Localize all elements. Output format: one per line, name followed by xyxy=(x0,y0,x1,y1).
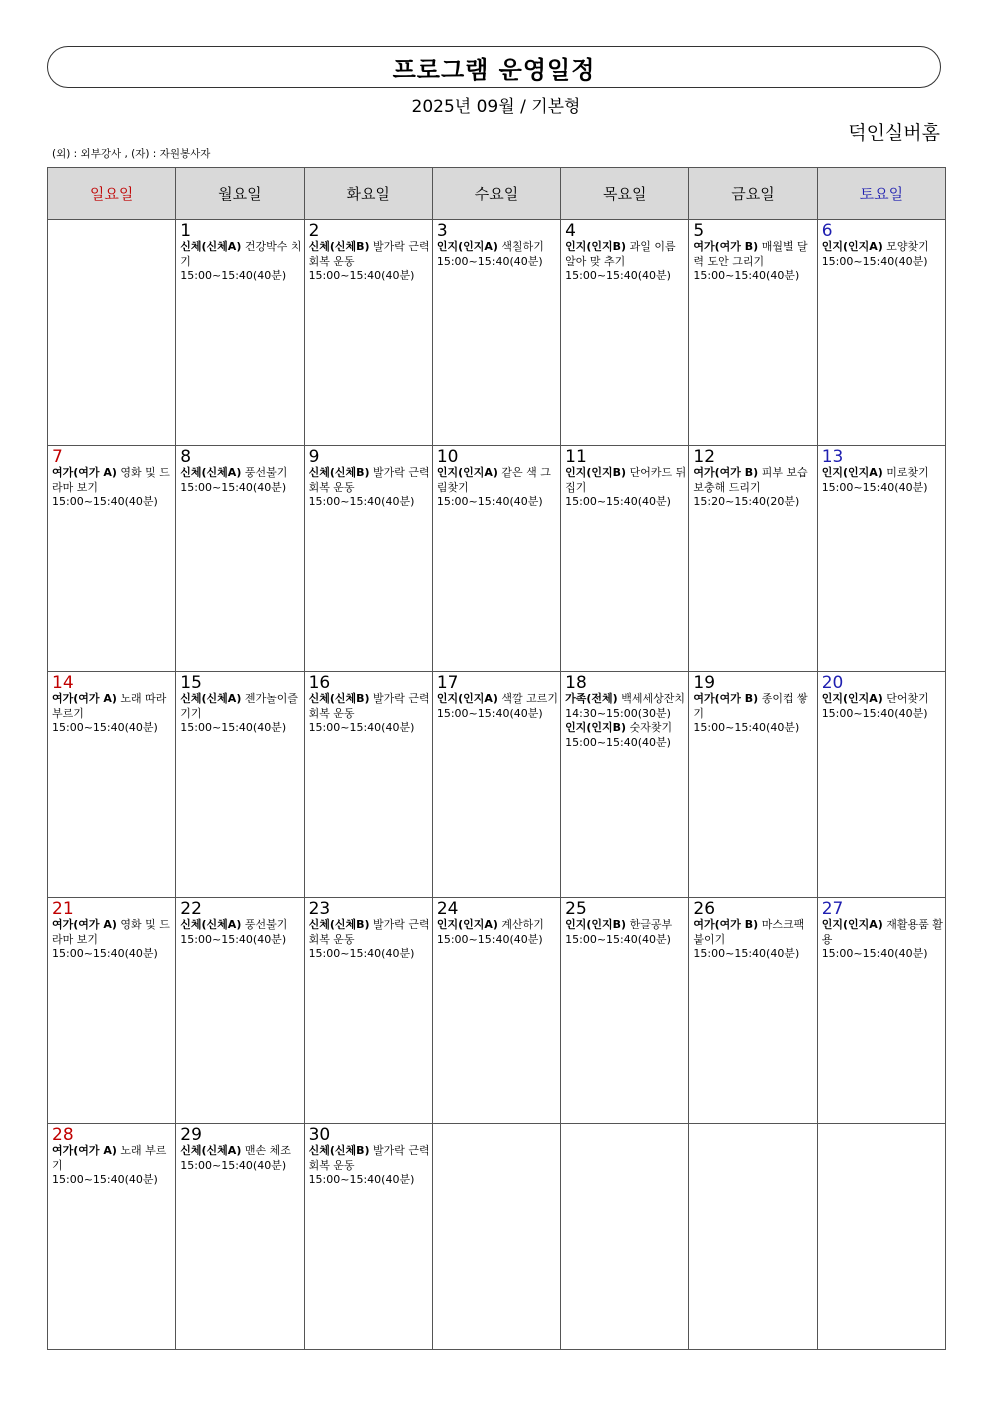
organization-name: 덕인실버홈 xyxy=(848,122,940,144)
event-name: 한글공부 xyxy=(629,918,673,931)
calendar-day-cell xyxy=(304,446,432,672)
event-category: 여가(여가 A) xyxy=(52,918,117,931)
program-event xyxy=(52,466,175,510)
calendar-day-cell xyxy=(689,1124,817,1350)
event-category: 인지(인지A) xyxy=(821,240,883,253)
event-name: 발가락 근력 회복 운동 xyxy=(308,240,430,268)
calendar-day-cell xyxy=(689,446,817,672)
legend-note: (외) : 외부강사 , (자) : 자원봉사자 xyxy=(52,148,211,160)
event-name: 과일 이름 알아 맞 추기 xyxy=(565,240,676,268)
program-event xyxy=(565,240,688,284)
event-category: 여가(여가 B) xyxy=(693,918,759,931)
event-name: 영화 및 드라마 보기 xyxy=(52,918,170,946)
program-event xyxy=(565,692,688,721)
day-number: 29 xyxy=(180,1125,202,1145)
day-number: 23 xyxy=(308,899,331,919)
day-number: 7 xyxy=(52,447,63,467)
event-category: 인지(인지A) xyxy=(436,240,498,253)
event-time: 15:00~15:40(40분) xyxy=(693,947,800,960)
calendar-day-cell xyxy=(176,672,304,898)
calendar-day-cell xyxy=(48,898,176,1124)
event-name: 노래 부르기 xyxy=(52,1144,167,1172)
calendar-day-cell xyxy=(48,1124,176,1350)
calendar-day-cell xyxy=(432,446,560,672)
weekday-header: 일요일 xyxy=(48,168,176,220)
title-box xyxy=(47,46,941,88)
event-category: 여가(여가 A) xyxy=(52,466,117,479)
day-number: 16 xyxy=(308,673,331,693)
calendar-day-cell xyxy=(432,898,560,1124)
day-number: 6 xyxy=(821,221,833,241)
calendar-week-row xyxy=(48,898,946,1124)
event-category: 인지(인지A) xyxy=(436,466,498,479)
calendar-day-cell xyxy=(304,1124,432,1350)
day-number: 4 xyxy=(565,221,576,241)
event-category: 신체(신체B) xyxy=(308,466,370,479)
day-number: 8 xyxy=(180,447,192,467)
weekday-header: 금요일 xyxy=(689,168,817,220)
day-number: 25 xyxy=(565,899,587,919)
day-number: 10 xyxy=(436,447,459,467)
day-number: 13 xyxy=(821,447,844,467)
calendar-day-cell xyxy=(48,220,176,446)
event-time: 15:00~15:40(40분) xyxy=(565,269,671,282)
event-name: 숫자찾기 xyxy=(629,721,673,734)
calendar-day-cell xyxy=(561,220,689,446)
event-time: 15:00~15:40(40분) xyxy=(180,1158,287,1172)
program-event xyxy=(309,240,432,284)
event-name: 색깔 고르기 xyxy=(501,692,559,705)
program-event xyxy=(180,240,303,284)
day-number: 22 xyxy=(180,899,202,919)
calendar-day-cell xyxy=(176,898,304,1124)
day-number: 26 xyxy=(693,899,716,919)
event-time: 15:00~15:40(40분) xyxy=(180,932,287,946)
day-number: 24 xyxy=(436,899,459,919)
event-name: 계산하기 xyxy=(501,918,544,931)
event-time: 15:20~15:40(20분) xyxy=(693,495,800,508)
event-name: 매월별 달력 도안 그리기 xyxy=(693,240,808,268)
calendar-day-cell xyxy=(48,446,176,672)
event-category: 신체(신체B) xyxy=(308,692,370,705)
calendar-day-cell xyxy=(689,672,817,898)
weekday-header: 토요일 xyxy=(817,168,945,220)
event-category: 신체(신체A) xyxy=(180,466,242,479)
day-number: 27 xyxy=(821,899,844,919)
calendar-week-row xyxy=(48,446,946,672)
event-time: 15:00~15:40(40분) xyxy=(52,947,158,960)
event-time: 15:00~15:40(40분) xyxy=(52,1173,158,1186)
program-event xyxy=(309,692,432,736)
program-event xyxy=(437,692,560,721)
event-category: 인지(인지A) xyxy=(821,692,883,705)
calendar-week-row xyxy=(48,220,946,446)
day-number: 12 xyxy=(693,447,716,467)
event-category: 신체(신체B) xyxy=(308,240,370,253)
day-number: 14 xyxy=(52,673,74,693)
event-category: 인지(인지A) xyxy=(821,466,883,479)
calendar-body xyxy=(48,220,946,1350)
event-category: 신체(신체A) xyxy=(180,1144,242,1157)
day-number: 19 xyxy=(693,673,716,693)
event-time: 15:00~15:40(40분) xyxy=(308,721,415,734)
event-category: 신체(신체A) xyxy=(180,240,242,253)
day-number: 30 xyxy=(308,1125,331,1145)
event-time: 15:00~15:40(40분) xyxy=(821,947,928,960)
program-event xyxy=(52,918,175,962)
event-time: 15:00~15:40(40분) xyxy=(693,721,800,734)
day-number: 11 xyxy=(565,447,587,467)
day-number: 2 xyxy=(308,221,320,241)
program-event xyxy=(180,466,303,495)
event-name: 풍선불기 xyxy=(244,918,288,931)
calendar-day-cell xyxy=(817,672,945,898)
calendar-day-cell xyxy=(48,672,176,898)
event-time: 15:00~15:40(40분) xyxy=(308,1173,415,1186)
event-category: 여가(여가 B) xyxy=(693,692,759,705)
day-number: 21 xyxy=(52,899,74,919)
program-event xyxy=(437,466,560,510)
program-event xyxy=(693,240,816,284)
event-category: 인지(인지A) xyxy=(436,692,498,705)
day-number: 28 xyxy=(52,1125,74,1145)
calendar-day-cell xyxy=(432,672,560,898)
event-name: 색칠하기 xyxy=(501,240,544,253)
event-time: 15:00~15:40(40분) xyxy=(693,269,800,282)
day-number: 15 xyxy=(180,673,202,693)
calendar-day-cell xyxy=(817,220,945,446)
event-time: 15:00~15:40(40분) xyxy=(565,932,671,946)
event-time: 15:00~15:40(40분) xyxy=(565,495,671,508)
event-category: 인지(인지B) xyxy=(565,240,627,253)
program-event xyxy=(822,240,945,269)
program-event xyxy=(693,918,816,962)
event-name: 단어찾기 xyxy=(886,692,929,705)
day-number: 20 xyxy=(821,673,844,693)
event-name: 발가락 근력 회복 운동 xyxy=(308,692,430,720)
event-time: 14:30~15:00(30분) xyxy=(565,706,671,720)
event-time: 15:00~15:40(40분) xyxy=(308,947,415,960)
event-time: 15:00~15:40(40분) xyxy=(180,721,287,734)
event-name: 풍선불기 xyxy=(244,466,288,479)
calendar-day-cell xyxy=(304,220,432,446)
program-event xyxy=(822,466,945,495)
calendar-day-cell xyxy=(561,446,689,672)
event-category: 인지(인지A) xyxy=(436,918,498,931)
event-time: 15:00~15:40(40분) xyxy=(436,495,543,508)
program-event xyxy=(565,466,688,510)
program-event xyxy=(180,1144,303,1173)
event-name: 단어카드 뒤집기 xyxy=(565,466,687,494)
day-number: 18 xyxy=(565,673,587,693)
event-category: 신체(신체B) xyxy=(308,1144,370,1157)
event-category: 인지(인지B) xyxy=(565,721,627,734)
day-number: 1 xyxy=(180,221,192,241)
event-category: 인지(인지B) xyxy=(565,466,627,479)
event-time: 15:00~15:40(40분) xyxy=(180,269,287,282)
event-category: 여가(여가 B) xyxy=(693,240,759,253)
calendar-week-row xyxy=(48,1124,946,1350)
event-time: 15:00~15:40(40분) xyxy=(180,480,287,494)
event-name: 같은 색 그림찾기 xyxy=(436,466,551,494)
calendar-day-cell xyxy=(689,220,817,446)
calendar-day-cell xyxy=(817,1124,945,1350)
event-category: 여가(여가 A) xyxy=(52,1144,117,1157)
event-time: 15:00~15:40(40분) xyxy=(52,721,158,734)
event-category: 인지(인지B) xyxy=(565,918,627,931)
program-event xyxy=(309,918,432,962)
weekday-header-row xyxy=(48,168,946,220)
event-category: 신체(신체A) xyxy=(180,918,242,931)
event-name: 발가락 근력 회복 운동 xyxy=(308,918,430,946)
weekday-header: 화요일 xyxy=(304,168,432,220)
event-category: 인지(인지A) xyxy=(821,918,883,931)
event-name: 맨손 체조 xyxy=(244,1144,291,1157)
program-event xyxy=(52,1144,175,1188)
calendar-day-cell xyxy=(176,446,304,672)
calendar-day-cell xyxy=(561,672,689,898)
program-event xyxy=(693,466,816,510)
day-number: 3 xyxy=(436,221,448,241)
event-time: 15:00~15:40(40분) xyxy=(821,706,928,720)
program-event xyxy=(822,692,945,721)
day-number: 17 xyxy=(436,673,459,693)
calendar-day-cell xyxy=(432,1124,560,1350)
page-subtitle: 2025년 09월 / 기본형 xyxy=(411,97,581,117)
calendar-day-cell xyxy=(561,898,689,1124)
event-time: 15:00~15:40(40분) xyxy=(436,932,543,946)
event-time: 15:00~15:40(40분) xyxy=(821,254,928,268)
event-name: 모양찾기 xyxy=(886,240,929,253)
event-time: 15:00~15:40(40분) xyxy=(565,735,671,749)
calendar-day-cell xyxy=(689,898,817,1124)
event-name: 미로찾기 xyxy=(886,466,929,479)
program-event xyxy=(309,466,432,510)
event-name: 피부 보습 보충해 드리기 xyxy=(693,466,808,494)
weekday-header: 수요일 xyxy=(432,168,560,220)
program-event xyxy=(565,721,688,750)
event-time: 15:00~15:40(40분) xyxy=(436,254,543,268)
calendar-day-cell xyxy=(304,898,432,1124)
program-event xyxy=(180,918,303,947)
calendar-week-row xyxy=(48,672,946,898)
event-time: 15:00~15:40(40분) xyxy=(52,495,158,508)
event-category: 여가(여가 A) xyxy=(52,692,117,705)
program-event xyxy=(565,918,688,947)
program-event xyxy=(52,692,175,736)
event-time: 15:00~15:40(40분) xyxy=(308,269,415,282)
event-name: 종이컵 쌓기 xyxy=(693,692,808,720)
calendar-day-cell xyxy=(176,220,304,446)
event-name: 백세세상잔치 xyxy=(621,692,685,705)
event-name: 재활용품 활용 xyxy=(821,918,943,946)
event-name: 노래 따라 부르기 xyxy=(52,692,167,720)
event-name: 마스크팩 붙이기 xyxy=(693,918,805,946)
event-name: 젠가놀이즐기기 xyxy=(180,692,298,720)
event-time: 15:00~15:40(40분) xyxy=(821,480,928,494)
event-name: 건강박수 치기 xyxy=(180,240,302,268)
program-event xyxy=(309,1144,432,1188)
event-name: 영화 및 드라마 보기 xyxy=(52,466,170,494)
calendar-day-cell xyxy=(561,1124,689,1350)
day-number: 5 xyxy=(693,221,705,241)
day-number: 9 xyxy=(308,447,320,467)
weekday-header: 목요일 xyxy=(561,168,689,220)
calendar-day-cell xyxy=(176,1124,304,1350)
calendar-day-cell xyxy=(817,898,945,1124)
program-event xyxy=(437,918,560,947)
event-category: 신체(신체A) xyxy=(180,692,242,705)
program-event xyxy=(437,240,560,269)
page-title: 프로그램 운영일정 xyxy=(392,55,596,84)
calendar-table xyxy=(47,167,946,1350)
event-category: 가족(전체) xyxy=(565,692,618,705)
calendar-day-cell xyxy=(432,220,560,446)
event-time: 15:00~15:40(40분) xyxy=(308,495,415,508)
event-name: 발가락 근력 회복 운동 xyxy=(308,1144,430,1172)
program-event xyxy=(822,918,945,962)
weekday-header: 월요일 xyxy=(176,168,304,220)
event-name: 발가락 근력 회복 운동 xyxy=(308,466,430,494)
calendar-day-cell xyxy=(817,446,945,672)
calendar-day-cell xyxy=(304,672,432,898)
program-event xyxy=(180,692,303,736)
event-category: 여가(여가 B) xyxy=(693,466,759,479)
program-event xyxy=(693,692,816,736)
event-category: 신체(신체B) xyxy=(308,918,370,931)
event-time: 15:00~15:40(40분) xyxy=(436,706,543,720)
